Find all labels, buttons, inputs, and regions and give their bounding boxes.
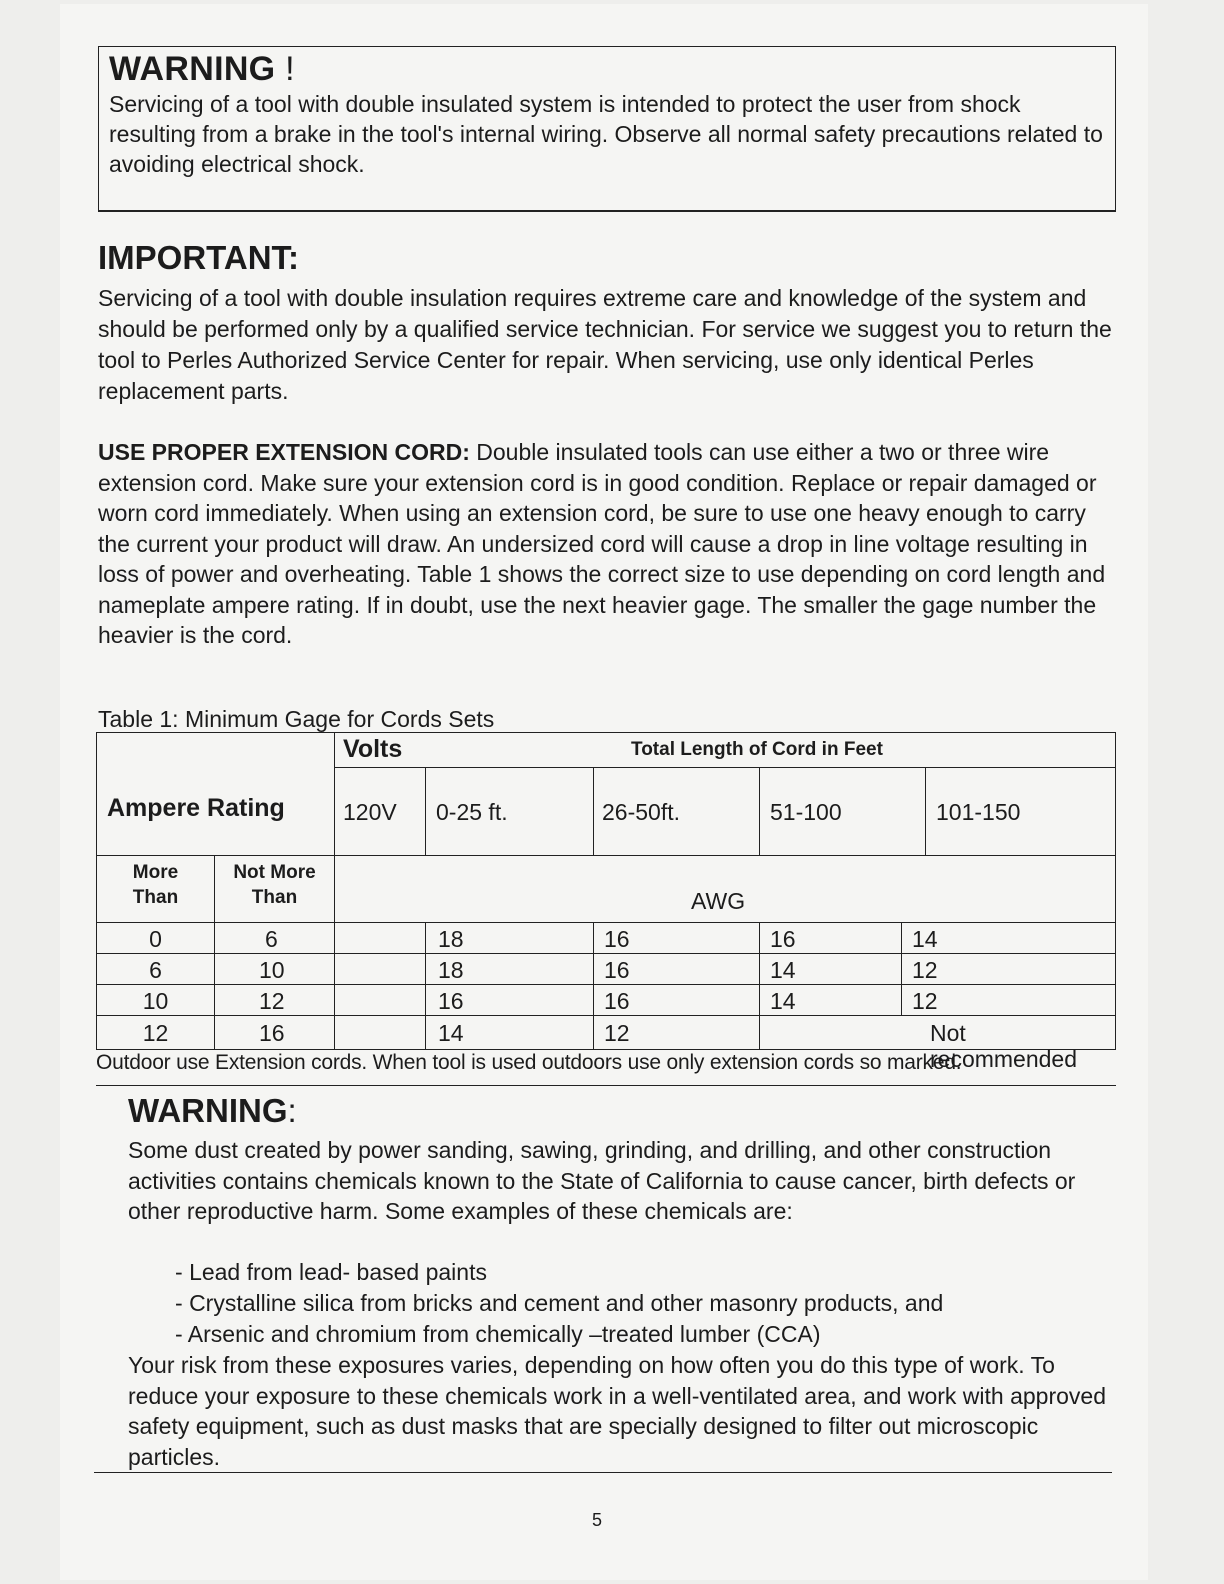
total-length-header: Total Length of Cord in Feet xyxy=(631,739,883,760)
table-cell-more: 6 xyxy=(96,953,215,985)
length-header: 0-25 ft. xyxy=(425,767,594,856)
table-cell-gage: 16 xyxy=(593,922,760,954)
awg-header xyxy=(334,855,1116,923)
divider xyxy=(96,1085,1116,1086)
table-cell-gage: 12 xyxy=(901,953,1116,985)
table-cell-gage: 16 xyxy=(593,984,760,1016)
table-cell-more: 12 xyxy=(96,1015,215,1050)
chemical-list xyxy=(175,1257,943,1350)
table-cell-not-more: 12 xyxy=(214,984,335,1016)
table-cell-gage: 14 xyxy=(425,1015,594,1050)
table-cell-gage: 14 xyxy=(759,984,902,1016)
table-cell-gage: 12 xyxy=(901,984,1116,1016)
table-cell-empty xyxy=(334,922,426,954)
table-cell-gage: 16 xyxy=(593,953,760,985)
table-cell-more: 10 xyxy=(96,984,215,1016)
length-header: 101-150 xyxy=(925,767,1116,856)
table-cell-gage: 12 xyxy=(593,1015,760,1050)
warning-text: Some dust created by power sanding, sawing, grinding, and drilling, and other construction activities contains chemicals known to the State of California to cause cancer, birth defects or other reproductive harm. Some examples of these chemicals are: xyxy=(128,1137,1076,1224)
table-cell-more: 0 xyxy=(96,922,215,954)
table-cell-empty xyxy=(334,953,426,985)
voltage-cell: 120V xyxy=(334,767,426,856)
list-item: - Arsenic and chromium from chemically –treated lumber (CCA) xyxy=(175,1319,943,1350)
warning-title: WARNING: xyxy=(128,1092,297,1129)
length-header: 51-100 xyxy=(759,767,926,856)
more-than-header: More Than xyxy=(96,855,215,923)
extension-cord-heading: USE PROPER EXTENSION CORD: xyxy=(98,439,470,465)
outdoor-note: Outdoor use Extension cords. When tool is used outdoors use only extension cords so marked. xyxy=(96,1051,962,1074)
page-number: 5 xyxy=(592,1510,603,1530)
volts-length-header xyxy=(334,732,1116,768)
volts-header: Volts xyxy=(343,735,403,763)
warning-box xyxy=(98,46,1116,212)
table-cell-gage: 16 xyxy=(425,984,594,1016)
table-cell-not-more: 16 xyxy=(214,1015,335,1050)
table-cell-empty xyxy=(334,1015,426,1050)
extension-cord-paragraph xyxy=(98,437,1118,651)
ampere-rating-header: Ampere Rating xyxy=(96,732,335,856)
risk-text: Your risk from these exposures varies, depending on how often you do this type of work. To reduce your exposure to these chemicals work in a well-ventilated area, and work with approved safety equipment, such as dust masks that are specially designed to filter out microscopic particles. xyxy=(128,1352,1107,1470)
list-item: - Crystalline silica from bricks and cement and other masonry products, and xyxy=(175,1288,943,1319)
important-text: Servicing of a tool with double insulation requires extreme care and knowledge of the system and should be performed only by a qualified service technician. For service we suggest you to return the tool to Perles Authorized Service Center for repair. When servicing, use only identical Perles replacement parts. xyxy=(98,285,1112,404)
table-cell-gage: 14 xyxy=(901,922,1116,954)
table-cell-gage: 18 xyxy=(425,922,594,954)
divider xyxy=(94,1472,1112,1473)
list-item: - Lead from lead- based paints xyxy=(175,1257,943,1288)
awg-label: AWG xyxy=(691,888,746,914)
table-cell-not-recommended: Not recommended xyxy=(759,1015,1116,1050)
extension-cord-text: Double insulated tools can use either a two or three wire extension cord. Make sure your extension cord is in good condition. Replace or repair damaged or worn cord immediately. When using an extension cord, be sure to use one heavy enough to carry the current your product will draw. An undersized cord will cause a drop in line voltage resulting in loss of power and overheating. Table 1 shows the correct size to use depending on cord length and nameplate ampere rating. If in doubt, use the next heavier gage. The smaller the gage number the heavier is the cord. xyxy=(98,439,1106,648)
table-cell-not-more: 6 xyxy=(214,922,335,954)
length-header: 26-50ft. xyxy=(593,767,760,856)
warning-text: Servicing of a tool with double insulated system is intended to protect the user from shock resulting from a brake in the tool's internal wiring. Observe all normal safety precautions related to avoiding electrical shock. xyxy=(109,91,1103,177)
not-more-than-header: Not More Than xyxy=(214,855,335,923)
warning-title: WARNING ! xyxy=(109,50,295,88)
table-caption: Table 1: Minimum Gage for Cords Sets xyxy=(98,706,495,732)
table-cell-gage: 16 xyxy=(759,922,902,954)
important-title: IMPORTANT: xyxy=(98,239,300,276)
table-cell-gage: 14 xyxy=(759,953,902,985)
table-cell-empty xyxy=(334,984,426,1016)
table-cell-not-more: 10 xyxy=(214,953,335,985)
table-cell-gage: 18 xyxy=(425,953,594,985)
